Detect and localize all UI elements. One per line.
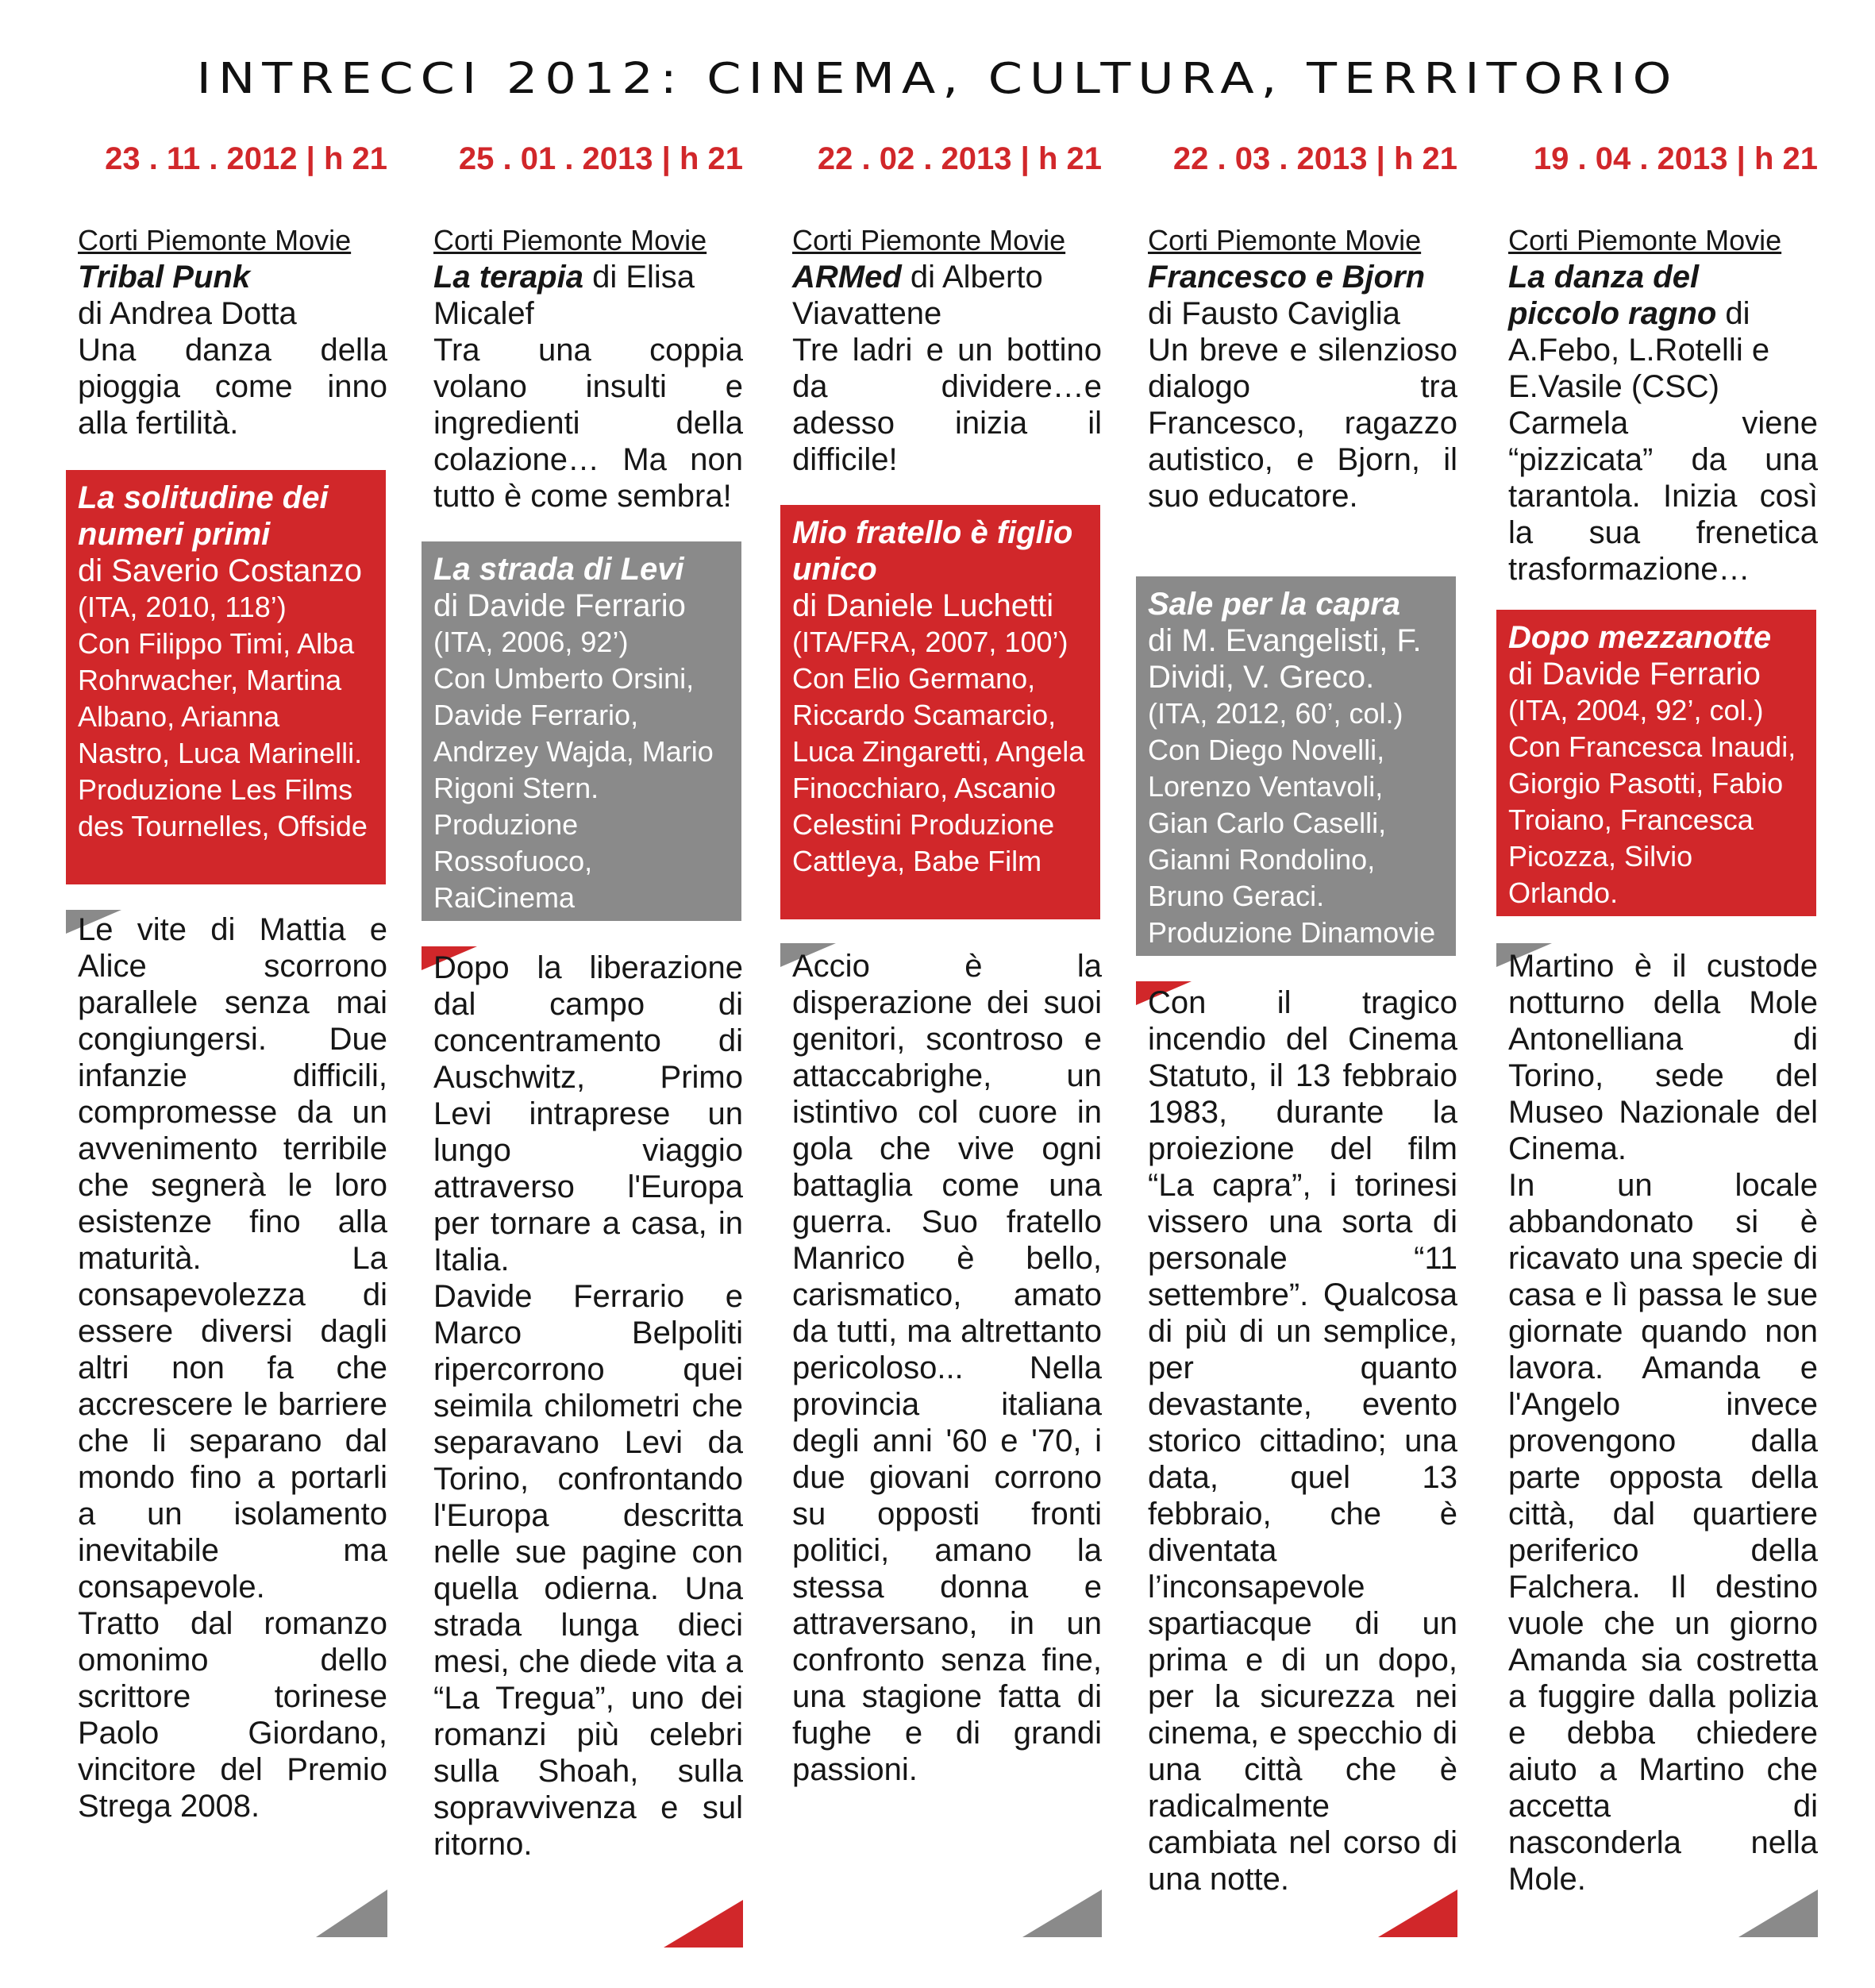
short-film-director: di A.Febo, L.Rotelli e E.Vasile (CSC)	[1508, 296, 1770, 404]
feature-film-cast: Con Umberto Orsini, Davide Ferrario, Andrzey Wajda, Mario Rigoni Stern. Produzione Rossofuoco, RaiCinema	[433, 662, 714, 914]
event-date: 22 . 03 . 2013 | h 21	[1172, 141, 1457, 176]
feature-film-director: di Davide Ferrario	[433, 588, 686, 623]
short-film-intro	[1148, 222, 1457, 514]
film-synopsis	[78, 911, 387, 1824]
synopsis-paragraph: In un locale abbandonato si è ricavato una specie di casa e lì passa le sue giornate quando non lavora. Amanda e l'Angelo invece provengono dalla parte opposta della città, dal quartiere periferico della Falchera. Il destino vuole che un giorno Amanda sia costretta a fuggire dalla polizia e debba chiedere aiuto a Martino che accetta di nasconderla nella Mole.	[1508, 1168, 1818, 1897]
event-date: 25 . 01 . 2013 | h 21	[458, 141, 743, 176]
feature-film-box	[422, 541, 741, 921]
series-label: Corti Piemonte Movie	[433, 224, 707, 256]
event-column-5	[1508, 0, 1818, 1988]
synopsis-paragraph: Le vite di Mattia e Alice scorrono parallele senza mai congiungersi. Due infanzie difficili, compromesse da un avvenimento terribile che segnerà le loro esistenze fino alla maturità. La consapevolezza di essere diversi dagli altri non fa che accrescere le barriere che li separano dal mondo fino a portarli a un isolamento inevitabile ma consapevole.	[78, 912, 387, 1605]
short-film-director: di Fausto Caviglia	[1148, 296, 1400, 331]
short-film-intro	[78, 222, 387, 441]
short-film-title: ARMed	[792, 260, 902, 295]
feature-film-title: Mio fratello è figlio unico	[792, 515, 1073, 587]
film-synopsis	[1148, 984, 1457, 1897]
short-film-description: Carmela viene “pizzicata” da una tarantola. Inizia così la sua frenetica trasformazione…	[1508, 406, 1818, 587]
event-date: 22 . 02 . 2013 | h 21	[817, 141, 1102, 176]
event-column-1	[78, 0, 387, 1988]
short-film-description: Tre ladri e un bottino da dividere…e adesso inizia il difficile!	[792, 333, 1102, 477]
short-film-title: Tribal Punk	[78, 260, 251, 295]
feature-film-title: La solitudine dei numeri primi	[78, 480, 329, 552]
event-date: 23 . 11 . 2012 | h 21	[105, 141, 387, 176]
film-synopsis	[792, 948, 1102, 1788]
feature-film-title: La strada di Levi	[433, 552, 684, 587]
film-synopsis	[1508, 948, 1818, 1897]
feature-film-cast: Con Filippo Timi, Alba Rohrwacher, Martina Albano, Arianna Nastro, Luca Marinelli. Produzione Les Films des Tournelles, Offside	[78, 627, 368, 842]
feature-film-director: di Davide Ferrario	[1508, 657, 1761, 692]
short-film-title: Francesco e Bjorn	[1148, 260, 1426, 295]
series-label: Corti Piemonte Movie	[78, 224, 352, 256]
feature-film-meta: (ITA, 2012, 60’, col.)	[1148, 697, 1403, 730]
event-column-3	[792, 0, 1102, 1988]
synopsis-paragraph: Con il tragico incendio del Cinema Statuto, il 13 febbraio 1983, durante la proiezione del film “La capra”, i torinesi vissero una sorta di personale “11 settembre”. Qualcosa di più di un semplice, per quanto devastante, evento storico cittadino; una data, quel 13 febbraio, che è diventata l’inconsapevole spartiacque di un prima e di un dopo, per la sicurezza nei cinema, e specchio di una città che è radicalmente cambiata nel corso di una notte.	[1148, 985, 1457, 1897]
short-film-description: Una danza della pioggia come inno alla fertilità.	[78, 333, 387, 441]
feature-film-box	[1136, 576, 1456, 956]
feature-film-cast: Con Elio Germano, Riccardo Scamarcio, Luca Zingaretti, Angela Finocchiaro, Ascanio Celestini Produzione Cattleya, Babe Film	[792, 662, 1085, 877]
short-film-director: di Andrea Dotta	[78, 296, 297, 331]
synopsis-paragraph: Davide Ferrario e Marco Belpoliti ripercorrono quei seimila chilometri che separavano Levi da Torino, confrontando l'Europa descritta nelle sue pagine con quella odierna. Una strada lunga dieci mesi, che diede vita a “La Tregua”, uno dei romanzi più celebri sulla Shoah, sulla sopravvivenza e sul ritorno.	[433, 1279, 743, 1862]
feature-film-meta: (ITA/FRA, 2007, 100’)	[792, 626, 1068, 658]
short-film-director: di Elisa Micalef	[433, 260, 695, 331]
feature-film-meta: (ITA, 2006, 92’)	[433, 626, 629, 658]
feature-film-director: di Daniele Luchetti	[792, 588, 1054, 623]
short-film-description: Un breve e silenzioso dialogo tra Francesco, ragazzo autistico, e Bjorn, il suo educatore.	[1148, 333, 1457, 514]
fold-corner-bottom	[1738, 1890, 1818, 1937]
series-label: Corti Piemonte Movie	[1148, 224, 1422, 256]
synopsis-paragraph: Accio è la disperazione dei suoi genitori, scontroso e attaccabrighe, un istintivo col cuore in gola che vive ogni battaglia come una guerra. Suo fratello Manrico è bello, carismatico, amato da tutti, ma altrettanto pericoloso... Nella provincia italiana degli anni '60 e '70, i due giovani corrono su opposti fronti politici, amano la stessa donna e attraversano, in un confronto senza fine, una stagione fatta di fughe e di grandi passioni.	[792, 949, 1102, 1787]
film-synopsis	[433, 950, 743, 1863]
fold-corner-bottom	[664, 1900, 743, 1948]
feature-film-box	[780, 505, 1100, 919]
synopsis-paragraph: Martino è il custode notturno della Mole Antonelliana di Torino, sede del Museo Nazionale del Cinema.	[1508, 949, 1818, 1166]
event-column-4	[1148, 0, 1457, 1988]
feature-film-cast: Con Diego Novelli, Lorenzo Ventavoli, Gian Carlo Caselli, Gianni Rondolino, Bruno Geraci. Produzione Dinamovie	[1148, 734, 1436, 949]
feature-film-cast: Con Francesca Inaudi, Giorgio Pasotti, Fabio Troiano, Francesca Picozza, Silvio Orlando.	[1508, 730, 1796, 909]
feature-film-director: di Saverio Costanzo	[78, 553, 362, 588]
feature-film-box	[1496, 610, 1816, 916]
page-title: INTRECCI 2012: CINEMA, CULTURA, TERRITORIO	[196, 53, 1679, 103]
feature-film-meta: (ITA, 2004, 92’, col.)	[1508, 694, 1764, 726]
short-film-intro	[433, 222, 743, 514]
feature-film-title: Sale per la capra	[1148, 587, 1400, 622]
synopsis-paragraph: Dopo la liberazione dal campo di concentramento di Auschwitz, Primo Levi intraprese un lungo viaggio attraverso l'Europa per tornare a casa, in Italia.	[433, 950, 743, 1277]
event-column-2	[433, 0, 743, 1988]
feature-film-title: Dopo mezzanotte	[1508, 620, 1772, 655]
short-film-intro	[792, 222, 1102, 478]
short-film-title: La terapia	[433, 260, 583, 295]
fold-corner-bottom	[316, 1890, 387, 1937]
short-film-title: La danza del piccolo ragno	[1508, 260, 1717, 331]
event-date: 19 . 04 . 2013 | h 21	[1533, 141, 1818, 176]
feature-film-meta: (ITA, 2010, 118’)	[78, 591, 287, 623]
fold-corner-bottom	[1022, 1890, 1102, 1937]
short-film-director: di Alberto Viavattene	[792, 260, 1043, 331]
feature-film-box	[66, 470, 386, 884]
fold-corner-bottom	[1378, 1890, 1457, 1937]
short-film-intro	[1508, 222, 1818, 588]
feature-film-director: di M. Evangelisti, F. Dividi, V. Greco.	[1148, 623, 1422, 695]
short-film-description: Tra una coppia volano insulti e ingredienti della colazione… Ma non tutto è come sembra!	[433, 333, 743, 514]
series-label: Corti Piemonte Movie	[1508, 224, 1782, 256]
series-label: Corti Piemonte Movie	[792, 224, 1066, 256]
synopsis-paragraph: Tratto dal romanzo omonimo dello scrittore torinese Paolo Giordano, vincitore del Premio Strega 2008.	[78, 1606, 387, 1824]
